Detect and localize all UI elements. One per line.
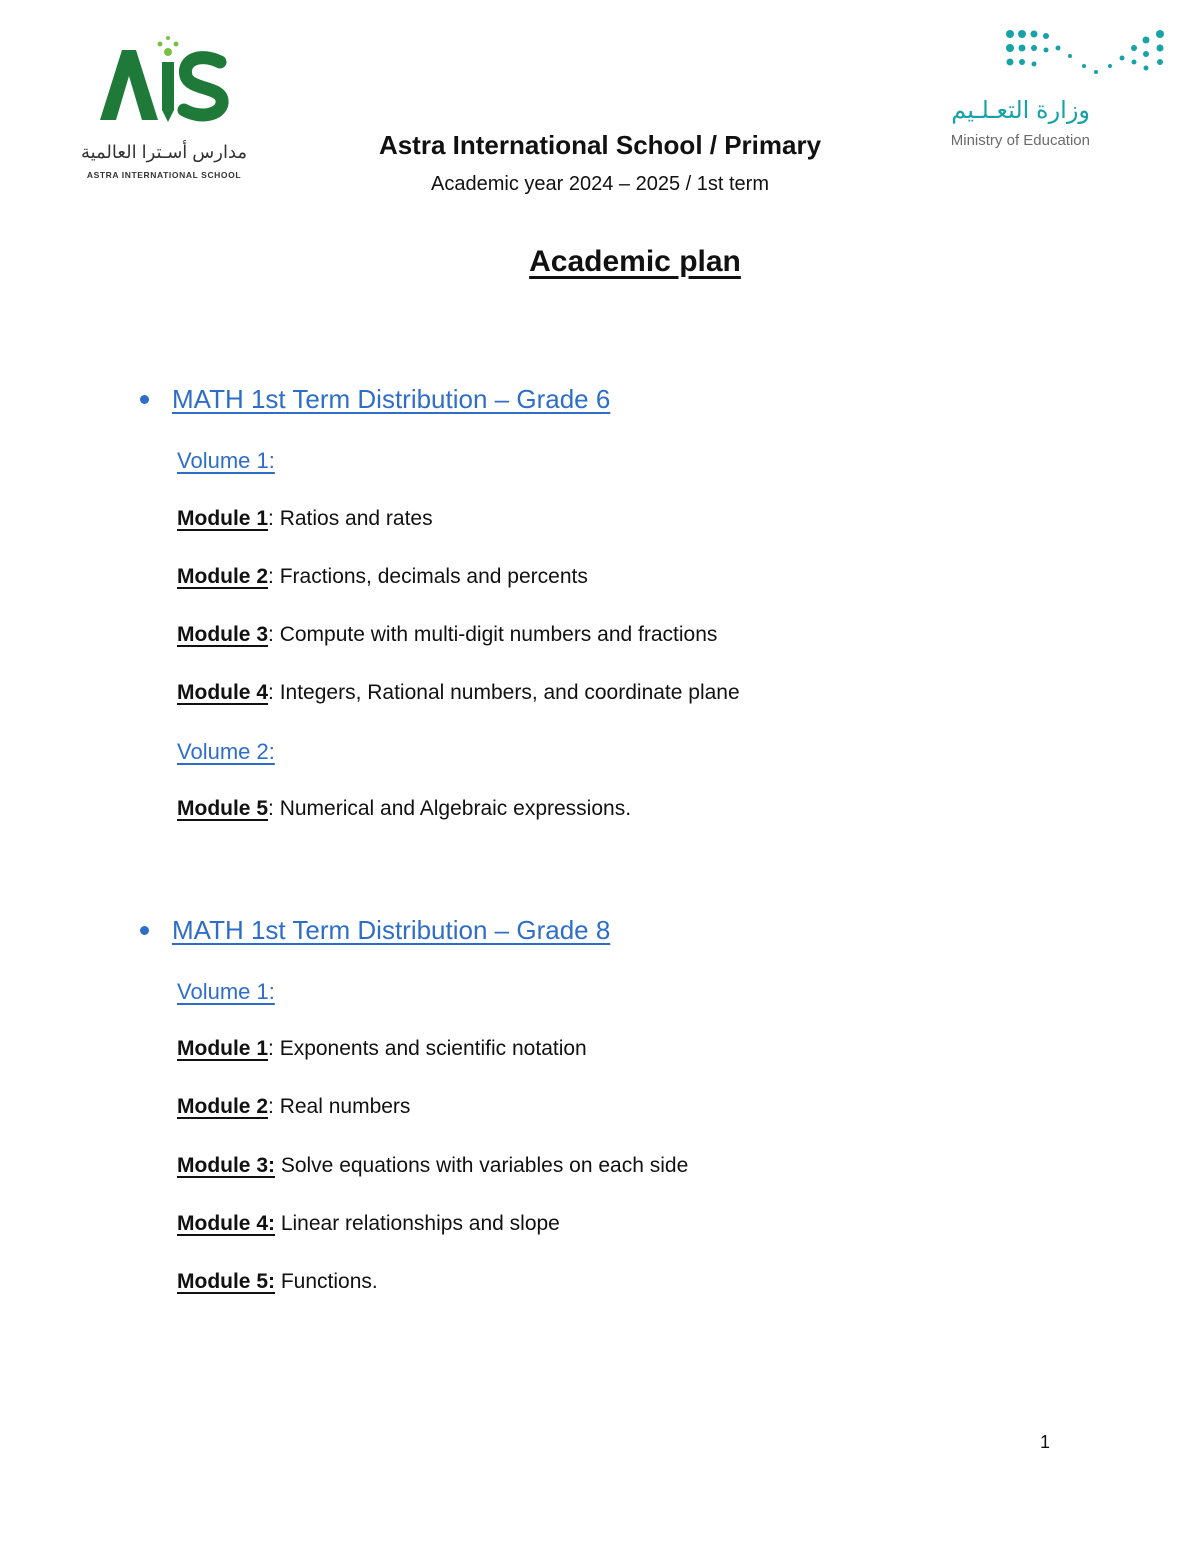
bullet-icon <box>140 926 149 935</box>
module-label: Module 3: <box>177 1154 275 1177</box>
ais-logo <box>70 30 270 190</box>
module-title: Functions. <box>275 1270 378 1293</box>
module-sep: : <box>268 797 274 820</box>
module-sep: : <box>268 507 274 530</box>
module-item <box>177 1095 410 1119</box>
volume-heading[interactable]: Volume 1: <box>177 979 275 1004</box>
module-label: Module 4: <box>177 1212 275 1235</box>
module-title: Exponents and scientific notation <box>273 1037 587 1060</box>
module-title: Ratios and rates <box>273 507 433 530</box>
module-sep: : <box>268 565 274 588</box>
module-item <box>177 681 740 705</box>
module-item <box>177 507 433 531</box>
module-title: Integers, Rational numbers, and coordinate plane <box>273 681 740 704</box>
section-heading-text: MATH 1st Term Distribution – Grade 6 <box>172 384 611 414</box>
module-label: Module 3 <box>177 623 269 646</box>
moe-logo-dots <box>1000 26 1172 86</box>
section-heading-grade-8[interactable] <box>140 915 610 946</box>
module-label: Module 2 <box>177 565 269 588</box>
module-item <box>177 1212 560 1236</box>
ais-english-name: ASTRA INTERNATIONAL SCHOOL <box>86 170 242 180</box>
school-title: Astra International School / Primary <box>378 130 822 160</box>
module-label: Module 5 <box>177 797 269 820</box>
module-item <box>177 623 717 647</box>
moe-english-name: Ministry of Education <box>950 132 1090 149</box>
page-number: 1 <box>1040 1432 1051 1452</box>
module-label: Module 1 <box>177 1037 269 1060</box>
module-label: Module 4 <box>177 681 269 704</box>
module-title: Solve equations with variables on each side <box>275 1154 689 1177</box>
bullet-icon <box>140 395 149 404</box>
module-title: Numerical and Algebraic expressions. <box>273 797 632 820</box>
module-item <box>177 1270 378 1294</box>
module-sep: : <box>268 681 274 704</box>
module-item <box>177 1154 688 1178</box>
volume-heading[interactable]: Volume 1: <box>177 448 275 473</box>
module-label: Module 5: <box>177 1270 275 1293</box>
module-item <box>177 1037 587 1061</box>
section-heading-grade-6[interactable] <box>140 384 610 415</box>
module-item <box>177 565 588 589</box>
page-title: Academic plan <box>529 245 741 278</box>
moe-arabic-name: وزارة التعـلـيم <box>951 97 1090 124</box>
module-title: Fractions, decimals and percents <box>273 565 588 588</box>
module-sep: : <box>268 623 274 646</box>
module-title: Compute with multi-digit numbers and fractions <box>273 623 718 646</box>
academic-year: Academic year 2024 – 2025 / 1st term <box>431 173 769 195</box>
module-sep: : <box>268 1037 274 1060</box>
volume-heading[interactable]: Volume 2: <box>177 739 275 764</box>
ais-arabic-name: مدارس أسـترا العالمية <box>80 142 248 162</box>
module-sep: : <box>268 1095 274 1118</box>
module-label: Module 1 <box>177 507 269 530</box>
module-item <box>177 797 631 821</box>
module-title: Linear relationships and slope <box>275 1212 560 1235</box>
module-title: Real numbers <box>273 1095 411 1118</box>
module-label: Module 2 <box>177 1095 269 1118</box>
section-heading-text: MATH 1st Term Distribution – Grade 8 <box>172 915 611 945</box>
